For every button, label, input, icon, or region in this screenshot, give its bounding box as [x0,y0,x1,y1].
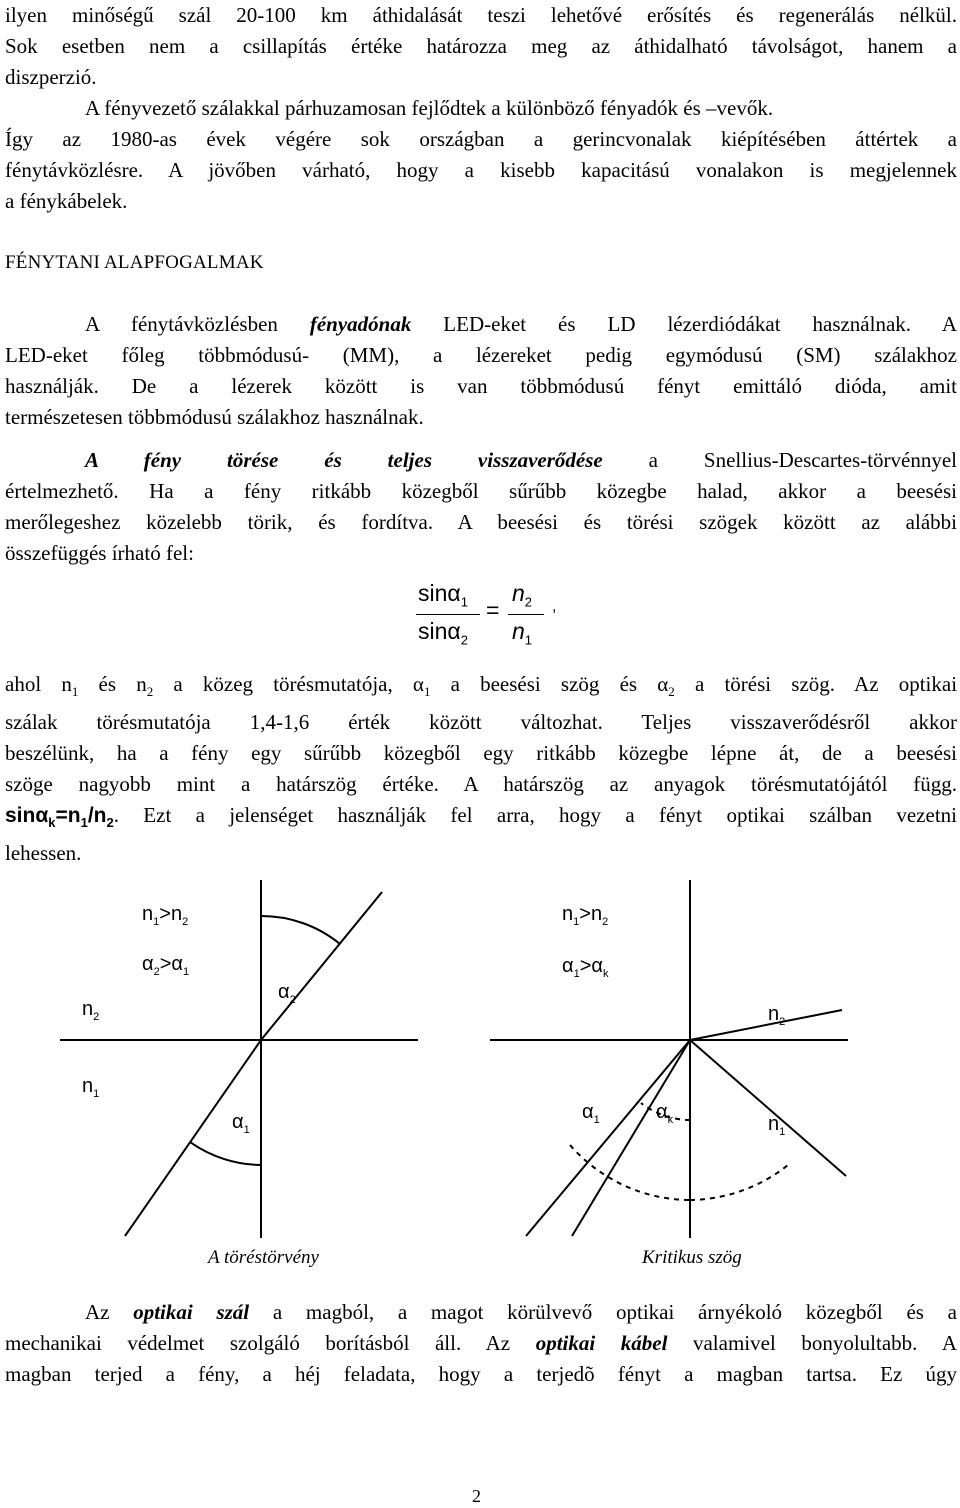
label-alpha1: $\alpha_1$ [582,1101,600,1126]
text-line: szálak törésmutatója 1,4-1,6 érték között változhat. Teljes visszaverődésről akkor [5,710,957,735]
grazing-refracted-ray [690,1010,842,1040]
angle-arc-alpha2 [261,916,340,944]
label-cond1: $n_1>n_2$ [562,903,609,928]
text-line: A fényvezető szálakkal párhuzamosan fejlődtek a különböző fényadók és –vevők. [85,96,774,120]
text-line: összefüggés írható fel: [5,541,194,565]
text-line: LED-eket főleg többmódusú- (MM), a lézereket pedig egymódusú (SM) szálakhoz [5,343,957,367]
text-line: diszperzió. [5,65,97,89]
text-line: Így az 1980-as évek végére sok országban a gerincvonalak kiépítésében áttértek a [5,127,957,151]
text-line: Az optikai szál a magból, a magot körülvevő optikai árnyékoló közegből és a [85,1300,957,1324]
fraction-bar [416,614,480,615]
text-line: mechanikai védelmet szolgáló borításból áll. Az optikai kábel valamivel bonyolultabb. A [5,1331,957,1355]
section-heading: FÉNYTANI ALAPFOGALMAK [5,252,264,273]
text-line: használják. De a lézerek között is van többmódusú fényt emittáló dióda, amit [5,374,957,398]
reflected-ray [690,1040,846,1176]
formula-denominator-right: $n_1$ [512,618,533,648]
emphasis-text: fényadónak [309,312,412,336]
text-line: $\sin\alpha_k=n_1/n_2$. Ezt a jelenséget használják fel arra, hogy a fényt optikai szálban vezetni [5,803,957,831]
text-line: magban terjed a fény, a héj feladata, hogy a terjedõ fényt a magban tartsa. Ez úgy [5,1362,957,1386]
text-line: fénytávközlésre. A jövőben várható, hogy a kisebb kapacitású vonalakon is megjelennek [5,158,957,182]
label-cond2: $\alpha_2>\alpha_1$ [142,953,190,978]
figure-caption-critical-angle: Kritikus szög [642,1247,742,1268]
refracted-ray [261,892,382,1040]
angle-arc-critical-right [690,1165,788,1200]
emphasis-text: optikai kábel [535,1331,668,1355]
label-cond1: $n_1>n_2$ [142,903,189,928]
fraction-bar [508,614,544,615]
emphasis-text: A fény törése és teljes visszaverődése [85,448,603,472]
paragraph-optical-devices [5,93,957,217]
label-n1: $n_1$ [768,1113,786,1138]
label-cond2: $\alpha_1>\alpha_k$ [562,955,609,980]
paragraph-refraction [5,445,957,569]
paragraph-total-reflection [5,669,957,869]
text-line: a fénykábelek. [5,189,128,213]
refraction-diagram [60,880,420,1240]
angle-arc-alpha1 [190,1142,261,1165]
formula-comma: , [552,598,557,615]
text-line: természetesen többmódusú szálakhoz használnak. [5,405,424,429]
label-alphak: $\alpha_k$ [656,1101,674,1126]
paragraph-optical-fiber [5,1297,957,1390]
formula-numerator-right: $n_2$ [512,580,533,610]
label-alpha1: $\alpha_1$ [232,1111,250,1136]
page-number: 2 [472,1486,481,1506]
text-line: szöge nagyobb mint a határszög értéke. A határszög az anyagok törésmutatójától függ. [5,772,957,797]
label-n1: $n_1$ [82,1075,100,1100]
paragraph-intro-continuation [5,0,957,93]
label-n2: $n_2$ [82,998,100,1023]
label-n2: $n_2$ [768,1003,786,1028]
angle-arc-critical-left [570,1145,690,1200]
text-line: ilyen minőségű szál 20-100 km áthidalását teszi lehetővé erősítés és regenerálás nélkül. [5,3,957,27]
text-line: A fénytávközlésben fényadónak LED-eket és LD lézerdiódákat használnak. A [85,312,957,336]
text-line: merőlegeshez közelebb törik, és fordítva. A beesési és törési szögek között az alábbi [5,510,957,534]
formula-equals: = [486,597,500,623]
text-line: ahol $n_1$ és $n_2$ a közeg törésmutatója, $\alpha_1$ a beesési szög és $\alpha_2$ a törési szög. Az optikai [5,672,958,700]
text-line: Sok esetben nem a csillapítás értéke határozza meg az áthidalható távolságot, hanem a [5,34,957,58]
incident-ray-1 [526,1040,690,1236]
critical-angle-diagram [490,880,850,1240]
text-line: beszélünk, ha a fény egy sűrűbb közegből egy ritkább közegbe lépne át, de a beesési [5,741,957,766]
snell-formula [410,580,590,650]
paragraph-light-sources [5,309,957,433]
label-alpha2: $\alpha_2$ [278,981,296,1006]
incident-ray [125,1040,261,1236]
figure-caption-refraction: A töréstörvény [208,1247,319,1268]
text-line: értelmezhető. Ha a fény ritkább közegből sűrűbb közegbe halad, akkor a beesési [5,479,957,503]
emphasis-text: optikai szál [133,1300,250,1324]
incident-ray-critical [572,1040,690,1236]
text-line: lehessen. [5,841,82,866]
formula-numerator-left: sinα$_1$ [418,580,468,610]
formula-denominator-left: sinα$_2$ [418,618,468,648]
text-line: A fény törése és teljes visszaverődése a Snellius-Descartes-törvénnyel [85,448,957,472]
